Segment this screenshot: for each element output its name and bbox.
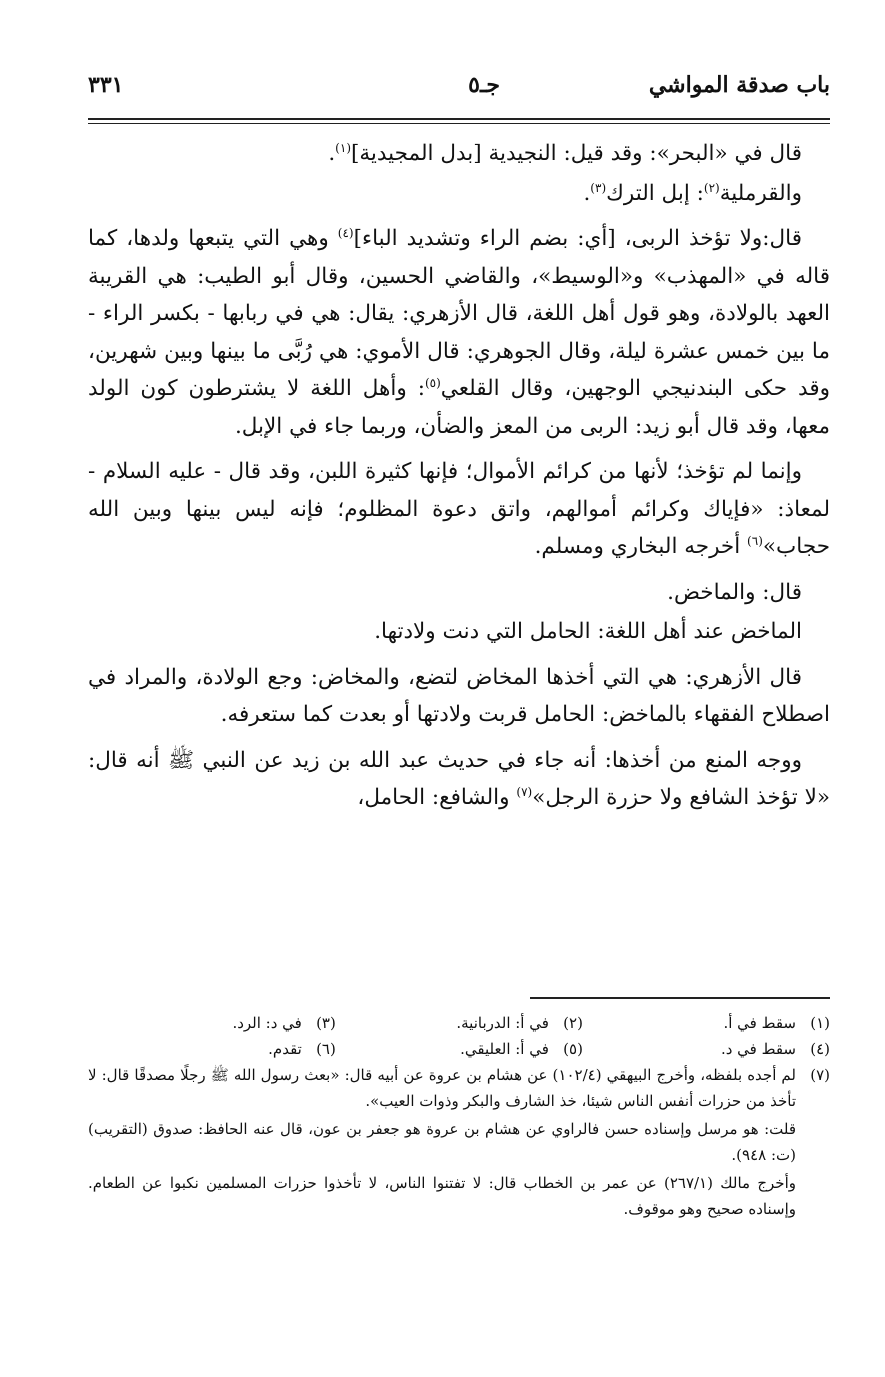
footnote-item: (١)سقط في أ. (723, 1014, 830, 1032)
footnote-7-text: لم أجده بلفظه، وأخرج البيهقي (١٠٢/٤) عن هشام بن عروة عن أبيه قال: «بعث رسول الله ﷺ رجلًا مصدقًا قال: لا تأخذ من حزرات أنفس الناس شيئا، خذ الشارف والبكر وذوات العيب». (88, 1066, 796, 1110)
volume-label: جـ٥ (468, 72, 500, 98)
paragraph-2: والقرملية$^{(٢)}$: إبل الترك$^{(٣)}$. (583, 180, 802, 206)
footnote-ref-7[interactable]: (٧) (516, 784, 533, 799)
footnote-7-additional: وأخرج مالك (٢٦٧/١) عن عمر بن الخطاب قال: لا تفتنوا الناس، لا تأخذوا حزرات المسلمين نكبوا عن الطعام. وإسناده صحيح وهو موقوف. (88, 1174, 796, 1218)
footnote-ref-6[interactable]: (٦) (747, 533, 763, 548)
footnote-row (88, 1036, 830, 1062)
footnote-ref-4[interactable]: (٤) (337, 225, 354, 240)
paragraph-6: الماخض عند أهل اللغة: الحامل التي دنت ولادتها. (374, 619, 802, 644)
header-rule-thin (88, 123, 830, 124)
footnote-ref-3[interactable]: (٣) (590, 180, 607, 195)
footnote-row (88, 1010, 830, 1036)
paragraph-5: قال: والماخض. (667, 579, 802, 605)
footnote-separator (530, 997, 830, 999)
footnote-item: (٢)في أ: الدربانية. (456, 1014, 583, 1032)
paragraph-4: وإنما لم تؤخذ؛ لأنها من كرائم الأموال؛ فإنها كثيرة اللبن، وقد قال - عليه السلام - لمعاذ: «فإياك وكرائم أموالهم، واتق دعوة المظلوم؛ فإنه ليس بينها وبين الله حجاب»$^{(٦)}$ أخرجه البخاري ومسلم. (88, 459, 830, 559)
footnote-item: (٦)تقدم. (268, 1040, 336, 1058)
running-header (88, 72, 830, 112)
footnote-ref-5[interactable]: (٥) (424, 375, 441, 390)
main-text (88, 135, 830, 825)
footnote-ref-1[interactable]: (١) (335, 140, 351, 155)
paragraph-1: قال في «البحر»: وقد قيل: النجيدية [بدل المجيدية]$^{(١)}$. (328, 140, 802, 166)
paragraph-7: قال الأزهري: هي التي أخذها المخاض لتضع، والمخاض: وجع الولادة، والمراد في اصطلاح الفقهاء بالماخض: الحامل قربت ولادتها أو بعدت كما ستعرفه. (88, 664, 830, 727)
footnote-7: (٧) لم أجده بلفظه، وأخرج البيهقي (١٠٢/٤) عن هشام بن عروة عن أبيه قال: «بعث رسول الله ﷺ رجلًا مصدقًا قال: لا تأخذ من حزرات أنفس الناس شيئا، خذ الشارف والبكر وذوات العيب». قلت: هو مرسل وإسناده حسن فالراوي عن هشام بن عروة هو جعفر بن عون، قال عنه الحافظ: صدوق (التقريب) (ت: ٩٤٨). وأخرج مالك (٢٦٧/١) عن عمر بن الخطاب قال: لا تفتنوا الناس، لا تأخذوا حزرات المسلمين نكبوا عن الطعام. وإسناده صحيح وهو موقوف. (88, 1062, 830, 1222)
footnote-item: (٤)سقط في د. (720, 1040, 830, 1058)
page-number: ٣٣١ (88, 72, 124, 98)
paragraph-3: قال:ولا تؤخذ الربى، [أي: بضم الراء وتشديد الباء]$^{(٤)}$ وهي التي يتبعها ولدها، كما قاله في «المهذب» و«الوسيط»، والقاضي الحسين، وقال أبو الطيب: هي القريبة العهد بالولادة، وهو قول أهل اللغة، قال الأزهري: يقال: هي في ربابها - بكسر الراء - ما بين خمس عشرة ليلة، وقال الجوهري: قال الأموي: هي رُبَّى ما بينها وبين شهرين، وقد حكى البندنيجي الوجهين، وقال القلعي$^{(٥)}$: وأهل اللغة لا يشترطون كون الولد معها، وقد قال أبو زيد: الربى من المعز والضأن، وربما جاء في الإبل. (88, 225, 830, 439)
header-rule-thick (88, 118, 830, 120)
paragraph-8: ووجه المنع من أخذها: أنه جاء في حديث عبد الله بن زيد عن النبي ﷺ أنه قال: «لا تؤخذ الشافع ولا حزرة الرجل»$^{(٧)}$ والشافع: الحامل، (88, 747, 830, 810)
footnote-7-comment: قلت: هو مرسل وإسناده حسن فالراوي عن هشام بن عروة هو جعفر بن عون، قال عنه الحافظ: صدوق (التقريب) (ت: ٩٤٨). (88, 1120, 796, 1164)
chapter-title: باب صدقة المواشي (648, 72, 830, 98)
footnotes (88, 1010, 830, 1222)
footnote-ref-2[interactable]: (٢) (703, 180, 720, 195)
footnote-item: (٥)في أ: العليقي. (460, 1040, 583, 1058)
footnote-item: (٣)في د: الرد. (232, 1014, 336, 1032)
